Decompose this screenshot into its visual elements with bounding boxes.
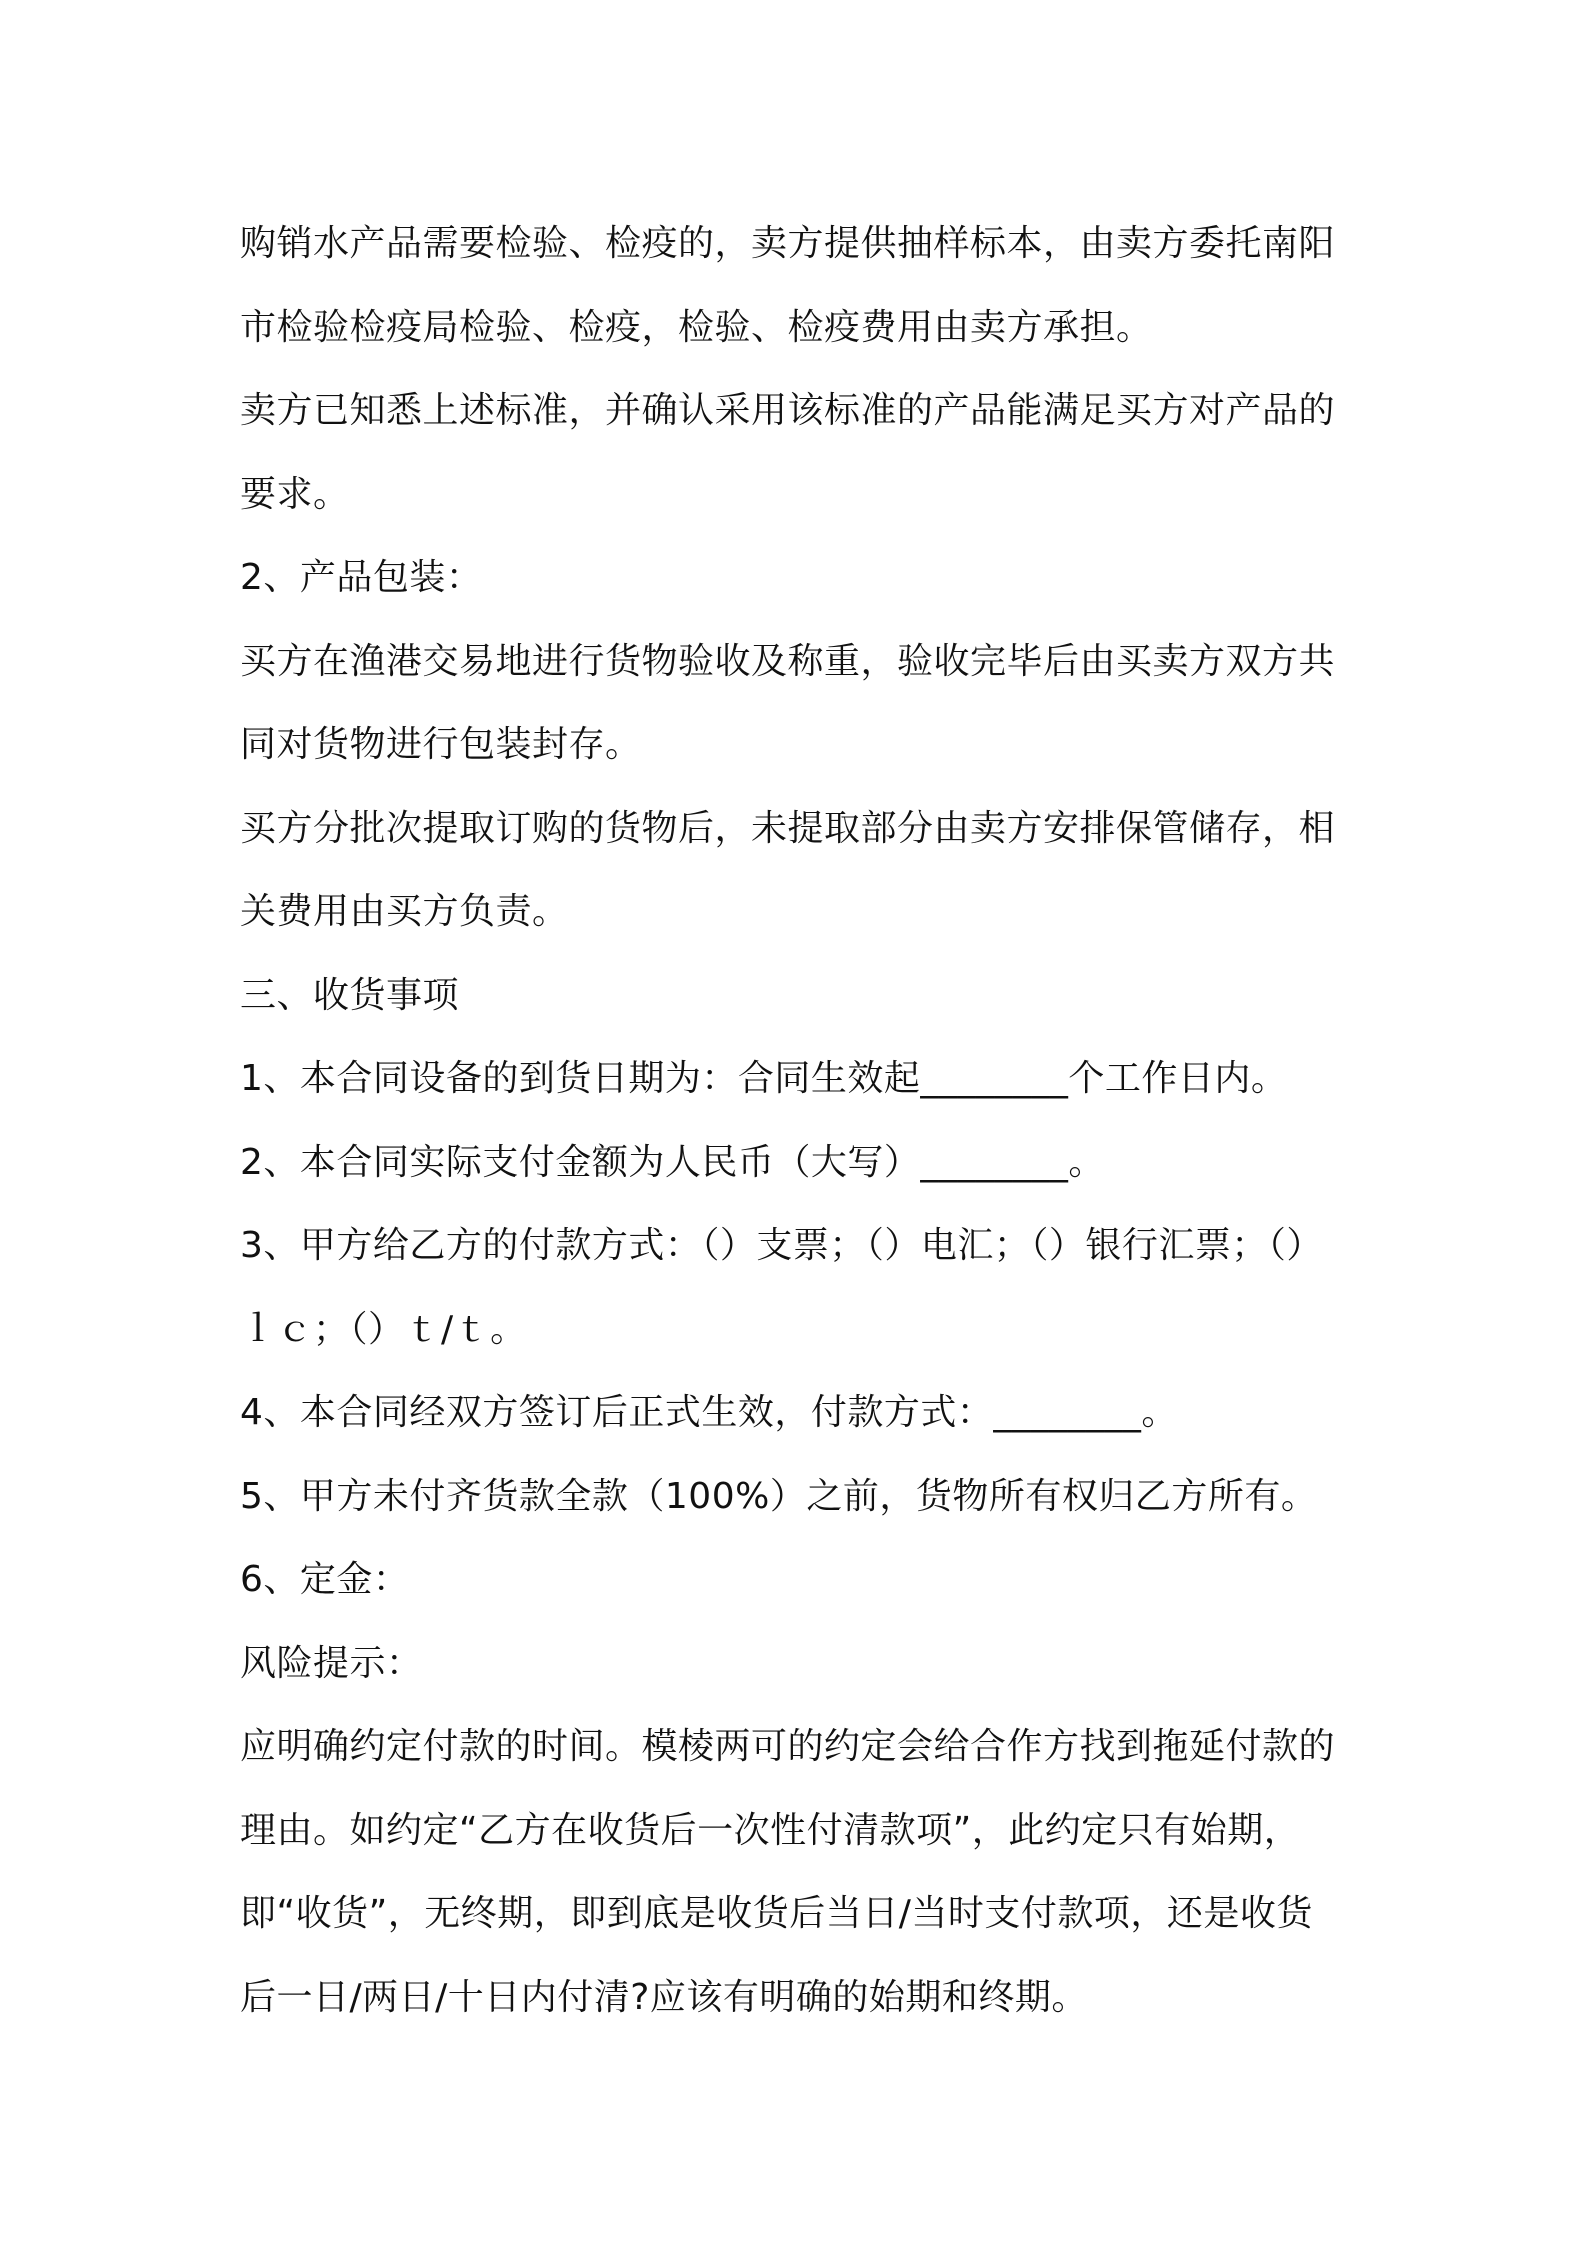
- text-line: 购销水产品需要检验、检疫的，卖方提供抽样标本，由卖方委托南阳: [240, 223, 1336, 264]
- clause-line: 4、本合同经双方签订后正式生效，付款方式：________。: [240, 1392, 1178, 1433]
- clause-line: 5、甲方未付齐货款全款（100%）之前，货物所有权归乙方所有。: [240, 1475, 1318, 1517]
- text-line: 同对货物进行包装封存。: [240, 724, 642, 765]
- text-line: 后一日/两日/十日内付清?应该有明确的始期和终期。: [240, 1976, 1088, 2018]
- clause-line: ｌｃ；（）ｔ/ｔ。: [240, 1308, 527, 1350]
- clause-line: 2、本合同实际支付金额为人民币（大写）________。: [240, 1141, 1105, 1183]
- text-line: 买方在渔港交易地进行货物验收及称重，验收完毕后由买卖方双方共: [240, 640, 1336, 682]
- clause-line: 1、本合同设备的到货日期为：合同生效起________个工作日内。: [240, 1058, 1288, 1099]
- text-line: 即“收货”，无终期，即到底是收货后当日/当时支付款项，还是收货: [240, 1893, 1313, 1934]
- text-line: 关费用由买方负责。: [240, 891, 569, 932]
- document-body: [240, 202, 1360, 2039]
- text-line: 要求。: [240, 473, 350, 515]
- text-line: 卖方已知悉上述标准，并确认采用该标准的产品能满足买方对产品的: [240, 390, 1336, 431]
- section-heading: 三、收货事项: [240, 974, 460, 1016]
- text-line: 买方分批次提取订购的货物后，未提取部分由卖方安排保管储存，相: [240, 807, 1336, 849]
- text-line: 应明确约定付款的时间。模棱两可的约定会给合作方找到拖延付款的: [240, 1726, 1336, 1767]
- clause-line: 6、定金：: [240, 1559, 410, 1600]
- risk-heading: 风险提示：: [240, 1642, 423, 1684]
- clause-line: 3、甲方给乙方的付款方式：（）支票；（）电汇；（）银行汇票；（）: [240, 1225, 1323, 1266]
- text-line: 理由。如约定“乙方在收货后一次性付清款项”，此约定只有始期，: [240, 1809, 1301, 1851]
- section-heading: 2、产品包装：: [240, 557, 483, 598]
- text-line: 市检验检疫局检验、检疫，检验、检疫费用由卖方承担。: [240, 306, 1153, 348]
